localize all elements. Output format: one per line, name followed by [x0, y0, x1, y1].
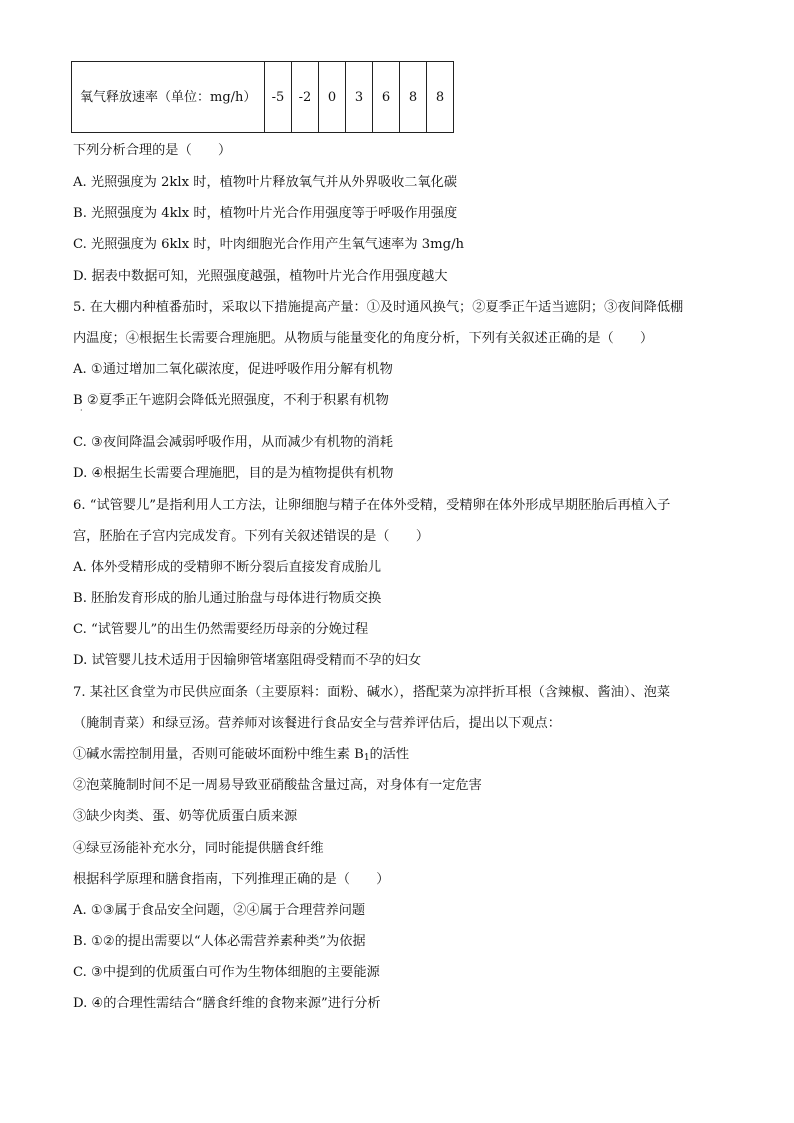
q7-option-a: A. ①③属于食品安全问题，②④属于合理营养问题	[73, 903, 366, 918]
table-cell: 3	[346, 62, 373, 133]
table-cell: 8	[400, 62, 427, 133]
q4-option-c: C. 光照强度为 6klx 时，叶肉细胞光合作用产生氧气速率为 3mg/h	[73, 237, 465, 252]
q4-option-d: D. 据表中数据可知，光照强度越强，植物叶片光合作用强度越大	[73, 269, 448, 284]
q6-option-c: C. “试管婴儿”的出生仍然需要经历母亲的分娩过程	[73, 622, 369, 637]
q4-stem: 下列分析合理的是（ ）	[73, 143, 232, 158]
q4-option-b: B. 光照强度为 4klx 时，植物叶片光合作用强度等于呼吸作用强度	[73, 206, 458, 221]
q5-option-d: D. ④根据生长需要合理施肥，目的是为植物提供有机物	[73, 466, 394, 481]
table-row	[72, 62, 454, 133]
q7-question: 根据科学原理和膳食指南，下列推理正确的是（ ）	[73, 872, 390, 887]
q4-option-a: A. 光照强度为 2klx 时，植物叶片释放氧气并从外界吸收二氧化碳	[73, 175, 458, 190]
q7-point-3: ③缺少肉类、蛋、奶等优质蛋白质来源	[73, 809, 298, 824]
table-cell: -2	[292, 62, 319, 133]
option-dot-mark: ·	[80, 406, 83, 415]
q7-point-2: ②泡菜腌制时间不足一周易导致亚硝酸盐含量过高，对身体有一定危害	[73, 778, 482, 793]
q7-stem-line2: （腌制青菜）和绿豆汤。营养师对该餐进行食品安全与营养评估后，提出以下观点：	[73, 716, 561, 731]
q6-option-d: D. 试管婴儿技术适用于因输卵管堵塞阻碍受精而不孕的妇女	[73, 653, 422, 668]
q7-option-b: B. ①②的提出需要以“人体必需营养素种类”为依据	[73, 934, 366, 949]
q5-option-a: A. ①通过增加二氧化碳浓度，促进呼吸作用分解有机物	[73, 362, 393, 377]
q6-option-b: B. 胚胎发育形成的胎儿通过胎盘与母体进行物质交换	[73, 591, 382, 606]
table-cell: -5	[265, 62, 292, 133]
q7-point-1	[73, 746, 409, 767]
q7-option-d: D. ④的合理性需结合“膳食纤维的食物来源”进行分析	[73, 996, 381, 1011]
table-row-label: 氧气释放速率（单位：mg/h）	[72, 62, 265, 133]
q7-point-4: ④绿豆汤能补充水分，同时能提供膳食纤维	[73, 841, 324, 856]
oxygen-rate-table	[71, 61, 454, 133]
subscript-1: 1	[363, 753, 370, 763]
q6-stem-line1: 6. “试管婴儿”是指利用人工方法，让卵细胞与精子在体外受精，受精卵在体外形成早期胚胎后再植入子	[73, 498, 671, 513]
table-cell: 0	[319, 62, 346, 133]
table-cell: 8	[427, 62, 454, 133]
q7-point-1-tail: 的活性	[369, 747, 410, 762]
q6-option-a: A. 体外受精形成的受精卵不断分裂后直接发育成胎儿	[73, 560, 382, 575]
q5-stem-line2: 内温度；④根据生长需要合理施肥。从物质与能量变化的角度分析，下列有关叙述正确的是（ ）	[73, 331, 654, 346]
q5-option-b: B ②夏季正午遮阴会降低光照强度，不利于积累有机物	[73, 393, 389, 408]
q7-option-c: C. ③中提到的优质蛋白可作为生物体细胞的主要能源	[73, 965, 380, 980]
q5-option-c: C. ③夜间降温会减弱呼吸作用，从而减少有机物的消耗	[73, 435, 393, 450]
q7-point-1-text: ①碱水需控制用量，否则可能破坏面粉中维生素 B	[73, 747, 364, 762]
q6-stem-line2: 宫，胚胎在子宫内完成发育。下列有关叙述错误的是（ ）	[73, 529, 430, 544]
q5-stem-line1: 5. 在大棚内种植番茄时，采取以下措施提高产量：①及时通风换气；②夏季正午适当遮阴；③夜间降低棚	[73, 300, 684, 315]
table-cell: 6	[373, 62, 400, 133]
q7-stem-line1: 7. 某社区食堂为市民供应面条（主要原料：面粉、碱水），搭配菜为凉拌折耳根（含辣椒、酱油）、泡菜	[73, 685, 671, 700]
